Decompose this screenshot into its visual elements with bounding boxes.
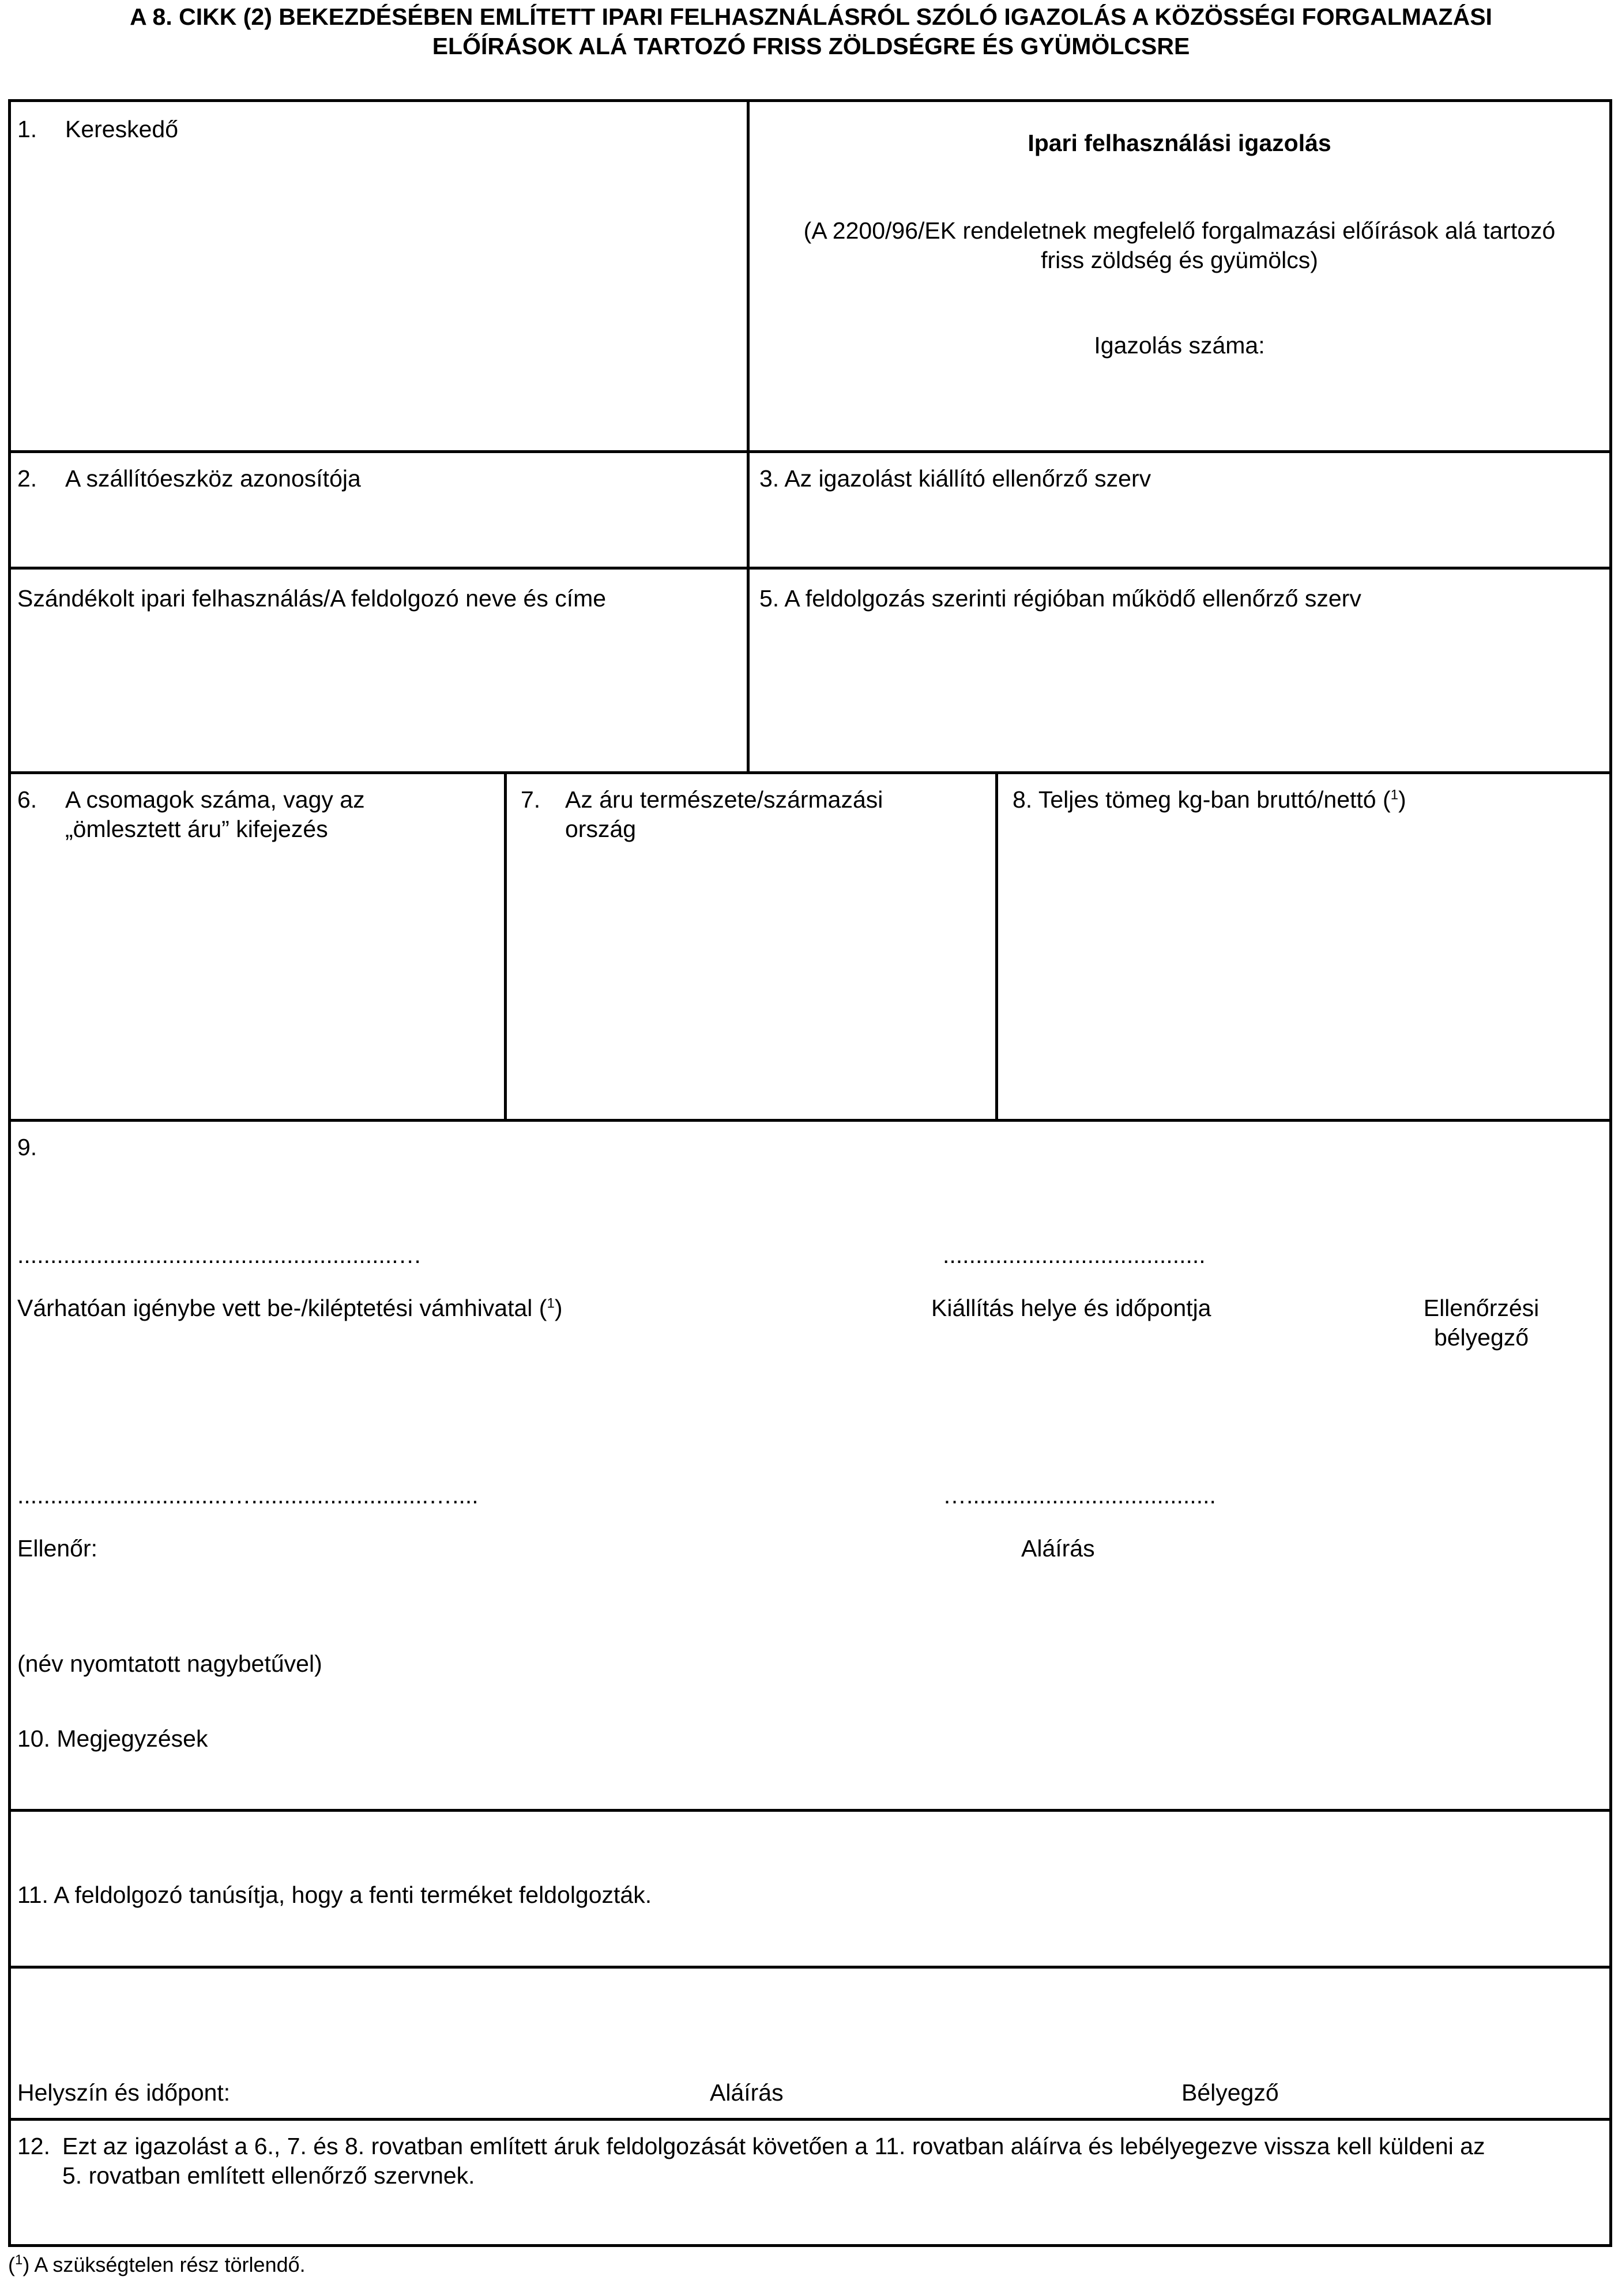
box9-number: 9. [17,1134,37,1160]
customs-footnote-ref: 1 [547,1295,555,1311]
inspector-dots: ................................…...........................….... [17,1482,479,1509]
box11-label: 11. A feldolgozó tanúsítja, hogy a fenti terméket feldolgozták. [17,1882,652,1908]
box7-label-line1: Az áru természete/származási [565,786,883,813]
inspection-stamp-line1: Ellenőrzési [1423,1295,1540,1321]
box11-stamp-label: Bélyegző [1181,2079,1279,2106]
box12-text-line2: 5. rovatban említett ellenőrző szervnek. [62,2162,475,2189]
box5-label: 5. A feldolgozás szerinti régióban működő ellenőrző szerv [759,585,1361,612]
customs-office-label [17,1294,562,1323]
divider-h-row3 [11,771,1609,774]
footnote-marker: 1 [15,2252,23,2268]
box8-footnote-ref: 1 [1390,787,1398,803]
customs-office-label-text: Várhatóan igénybe vett be-/kiléptetési vámhivatal ( [17,1295,547,1321]
divider-h-row1 [11,450,1609,453]
box11-signature-label: Aláírás [710,2079,784,2106]
place-date-label: Kiállítás helye és időpontja [931,1295,1211,1321]
box3-label: 3. Az igazolást kiállító ellenőrző szerv [759,465,1151,492]
form-title [0,2,1622,61]
certificate-subtitle-line1: (A 2200/96/EK rendeletnek megfelelő forgalmazási előírások alá tartozó [803,217,1556,244]
footnote-text: ) A szükségtelen rész törlendő. [22,2253,306,2276]
box7-label-line2: ország [565,816,637,842]
divider-v-row4-b [995,771,998,1122]
box8-label [1013,785,1406,815]
box8-label-text: 8. Teljes tömeg kg-ban bruttó/nettó ( [1013,786,1391,813]
certificate-number-label: Igazolás száma: [1094,332,1265,359]
box9-signature-label: Aláírás [1021,1535,1095,1562]
box2-label: A szállítóeszköz azonosítója [65,465,361,492]
footnote-open: ( [8,2253,15,2276]
box1-number: 1. [17,116,37,142]
box8-label-close: ) [1398,786,1406,813]
box1-label: Kereskedő [65,116,179,142]
place-date-dots: ........................................ [943,1242,1206,1268]
customs-office-label-close: ) [554,1295,563,1321]
box2-number: 2. [17,465,37,492]
divider-h-row2 [11,567,1609,570]
box7-number: 7. [521,786,541,813]
signature-dots: …...................................... [943,1482,1216,1509]
inspection-stamp-line2: bélyegző [1433,1324,1529,1351]
divider-h-row7 [11,2118,1609,2121]
form-title-line1: A 8. CIKK (2) BEKEZDÉSÉBEN EMLÍTETT IPARI FELHASZNÁLÁSRÓL SZÓLÓ IGAZOLÁS A KÖZÖSSÉGI FORGALMAZÁSI [130,3,1492,30]
place-time-label: Helyszín és időpont: [17,2079,231,2106]
divider-v-row4-a [504,771,507,1122]
form-title-line2: ELŐÍRÁSOK ALÁ TARTOZÓ FRISS ZÖLDSÉGRE ÉS GYÜMÖLCSRE [432,33,1190,59]
box4-label: Szándékolt ipari felhasználás/A feldolgozó neve és címe [17,585,607,612]
name-capitals-label: (név nyomtatott nagybetűvel) [17,1650,322,1677]
box12-number: 12. [17,2133,50,2159]
certificate-title: Ipari felhasználási igazolás [1028,130,1331,156]
inspector-label: Ellenőr: [17,1535,98,1562]
footnote [8,2251,306,2279]
divider-h-row5 [11,1809,1609,1812]
box6-label-line2: „ömlesztett áru” kifejezés [65,816,328,842]
box12-text-line1: Ezt az igazolást a 6., 7. és 8. rovatban említett áruk feldolgozását követően a 11. rovatban aláírva és lebélyegezve vissza kell küldeni az [62,2133,1485,2159]
divider-h-row6 [11,1966,1609,1969]
box6-number: 6. [17,786,37,813]
box6-label-line1: A csomagok száma, vagy az [65,786,365,813]
certificate-form [8,99,1612,2247]
customs-dots: ..........................................................… [17,1242,422,1268]
box10-label: 10. Megjegyzések [17,1725,208,1752]
divider-h-row4 [11,1119,1609,1122]
certificate-subtitle-line2: friss zöldség és gyümölcs) [1041,247,1318,273]
divider-v-top [747,102,750,774]
